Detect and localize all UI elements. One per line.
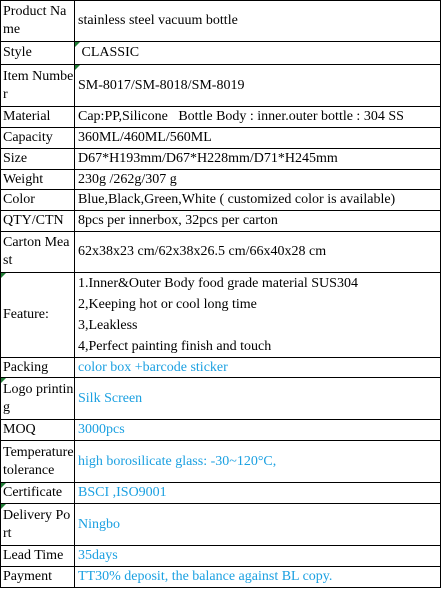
product-name-value xyxy=(75,1,441,42)
logo-printing-value xyxy=(75,378,441,420)
delivery-port-text: Ningbo xyxy=(78,516,120,532)
table-row xyxy=(1,378,441,420)
feature-label-text: Feature: xyxy=(3,307,49,322)
style-value xyxy=(75,42,441,65)
color-text: Blue,Black,Green,White ( customized color is available) xyxy=(78,192,396,207)
weight-text: 230g /262g/307 g xyxy=(78,171,177,187)
material-text: Cap:PP,Silicone Bottle Body : inner.outer bottle : 304 SS xyxy=(78,109,404,124)
packing-value xyxy=(75,358,441,378)
logo-printing-label xyxy=(1,378,75,420)
size-label: Size xyxy=(1,149,75,170)
feature-line-1: 1.Inner&Outer Body food grade material SUS304 xyxy=(78,276,358,291)
certificate-text: BSCI ,ISO9001 xyxy=(78,485,167,500)
capacity-text: 360ML/460ML/560ML xyxy=(78,130,212,145)
certificate-label-text: Certificate xyxy=(3,485,63,500)
weight-label: Weight xyxy=(1,170,75,190)
moq-text: 3000pcs xyxy=(78,422,125,437)
carton-meast-value xyxy=(75,232,441,273)
table-row xyxy=(1,273,441,358)
table-row xyxy=(1,42,441,65)
product-name-text: stainless steel vacuum bottle xyxy=(78,13,238,28)
cell-marker-icon xyxy=(1,504,6,509)
item-number-text: SM-8017/SM-8018/SM-8019 xyxy=(78,77,245,93)
table-row xyxy=(1,211,441,232)
feature-label xyxy=(1,273,75,358)
qty-ctn-label: QTY/CTN xyxy=(1,211,75,232)
capacity-value xyxy=(75,128,441,149)
color-label: Color xyxy=(1,190,75,211)
logo-printing-text: Silk Screen xyxy=(78,390,143,406)
lead-time-label: Lead Time xyxy=(1,546,75,567)
cell-marker-icon xyxy=(75,65,80,70)
temperature-tolerance-label: Temperature tolerance xyxy=(1,441,75,483)
feature-line-2: 2,Keeping hot or cool long time xyxy=(78,297,257,312)
qty-ctn-value xyxy=(75,211,441,232)
feature-value xyxy=(75,273,441,358)
table-row xyxy=(1,567,441,588)
certificate-label xyxy=(1,483,75,504)
size-text: D67*H193mm/D67*H228mm/D71*H245mm xyxy=(78,151,338,166)
table-row xyxy=(1,546,441,567)
color-value xyxy=(75,190,441,211)
table-row xyxy=(1,190,441,211)
table-row xyxy=(1,65,441,107)
delivery-port-label-text: Delivery Port xyxy=(3,507,71,541)
lead-time-text: 35days xyxy=(78,548,118,563)
packing-label: Packing xyxy=(1,358,75,378)
payment-value xyxy=(75,567,441,588)
carton-meast-label: Carton Meast xyxy=(1,232,75,273)
cell-marker-icon xyxy=(1,483,6,488)
material-value xyxy=(75,107,441,128)
qty-ctn-text: 8pcs per innerbox, 32pcs per carton xyxy=(78,213,278,228)
carton-meast-text: 62x38x23 cm/62x38x26.5 cm/66x40x28 cm xyxy=(78,244,327,259)
payment-label: Payment xyxy=(1,567,75,588)
packing-text: color box +barcode sticker xyxy=(78,359,228,375)
feature-line-4: 4,Perfect painting finish and touch xyxy=(78,339,272,354)
delivery-port-value xyxy=(75,504,441,546)
certificate-value xyxy=(75,483,441,504)
lead-time-value xyxy=(75,546,441,567)
table-row xyxy=(1,358,441,378)
item-number-value xyxy=(75,65,441,107)
feature-line-3: 3,Leakless xyxy=(78,318,138,333)
cell-marker-icon xyxy=(75,42,80,47)
delivery-port-label xyxy=(1,504,75,546)
payment-text: TT30% deposit, the balance against BL copy. xyxy=(78,569,333,584)
style-text: CLASSIC xyxy=(78,45,140,60)
table-row xyxy=(1,232,441,273)
table-row xyxy=(1,128,441,149)
moq-value xyxy=(75,420,441,441)
temperature-tolerance-value xyxy=(75,441,441,483)
table-row xyxy=(1,441,441,483)
table-row xyxy=(1,1,441,42)
size-value xyxy=(75,149,441,170)
logo-printing-label-text: Logo printing xyxy=(3,381,74,415)
material-label: Material xyxy=(1,107,75,128)
table-row xyxy=(1,149,441,170)
table-row xyxy=(1,483,441,504)
cell-marker-icon xyxy=(1,378,6,383)
table-row xyxy=(1,107,441,128)
cell-marker-icon xyxy=(1,273,6,278)
table-row xyxy=(1,420,441,441)
temperature-tolerance-text: high borosilicate glass: -30~120°C, xyxy=(78,453,277,469)
product-name-label: Product Name xyxy=(1,1,75,42)
table-row xyxy=(1,170,441,190)
table-row xyxy=(1,504,441,546)
moq-label: MOQ xyxy=(1,420,75,441)
weight-value xyxy=(75,170,441,190)
item-number-label: Item Number xyxy=(1,65,75,107)
style-label: Style xyxy=(1,42,75,65)
capacity-label: Capacity xyxy=(1,128,75,149)
